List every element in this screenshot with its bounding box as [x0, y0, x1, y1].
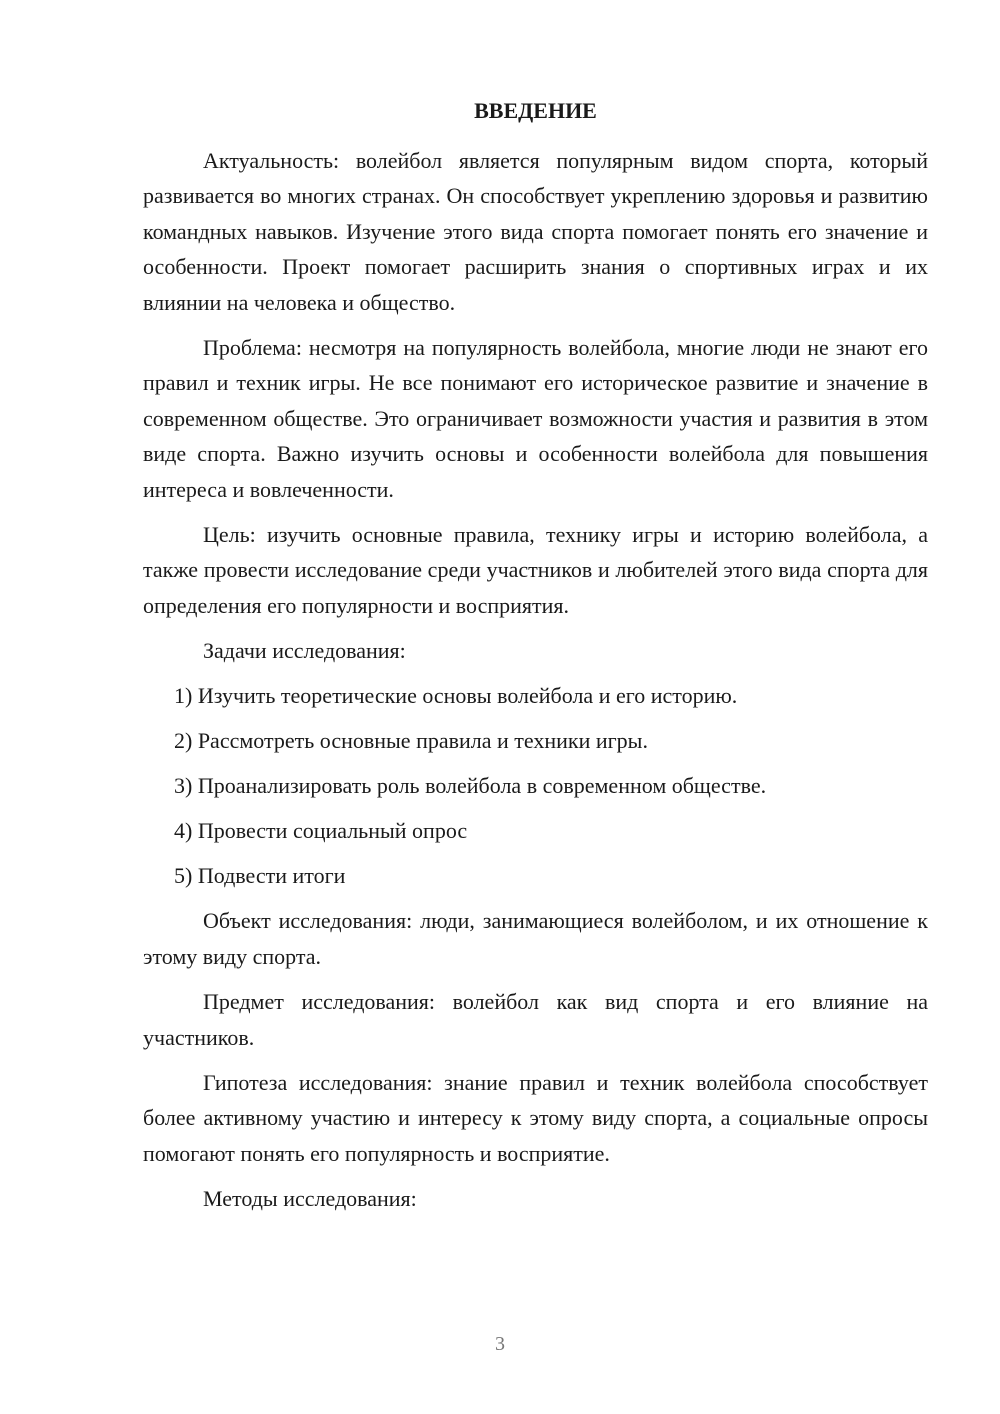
task-item-5: 5) Подвести итоги: [174, 863, 346, 889]
tasks-list: [143, 678, 928, 893]
problem-paragraph: Проблема: несмотря на популярность волейбола, многие люди не знают его правил и техник игры. Не все понимают его историческое развитие и значение в современном обществе. Это ограничивает возможности участия и развития в этом виде спорта. Важно изучить основы и особенности волейбола для повышения интереса и вовлеченности.: [143, 335, 928, 502]
hypothesis-paragraph: Гипотеза исследования: знание правил и техник волейбола способствует более активному участию и интересу к этому виду спорта, а социальные опросы помогают понять его популярность и восприятие.: [143, 1069, 928, 1166]
task-item-4: 4) Провести социальный опрос: [174, 818, 468, 844]
section-title: ВВЕДЕНИЕ: [474, 98, 597, 123]
task-item-3: 3) Проанализировать роль волейбола в современном обществе.: [174, 773, 767, 799]
page-number: 3: [495, 1333, 505, 1355]
goal-paragraph: Цель: изучить основные правила, технику игры и историю волейбола, а также провести исследование среди участников и любителей этого вида спорта для определения его популярности и восприятия.: [143, 522, 928, 618]
page-content: [143, 95, 928, 1227]
tasks-heading: Задачи исследования:: [203, 638, 406, 664]
task-item-2: 2) Рассмотреть основные правила и техники игры.: [174, 728, 648, 754]
relevance-paragraph: Актуальность: волейбол является популярным видом спорта, который развивается во многих странах. Он способствует укреплению здоровья и развитию командных навыков. Изучение этого вида спорта помогает понять его значение и особенности. Проект помогает расширить знания о спортивных играх и их влиянии на человека и общество.: [143, 148, 928, 315]
task-item-1: 1) Изучить теоретические основы волейбола и его историю.: [174, 683, 738, 709]
methods-paragraph: Методы исследования:: [203, 1186, 417, 1212]
subject-paragraph: Предмет исследования: волейбол как вид спорта и его влияние на участников.: [143, 989, 928, 1050]
object-paragraph: Объект исследования: люди, занимающиеся волейболом, и их отношение к этому виду спорта.: [143, 908, 928, 969]
